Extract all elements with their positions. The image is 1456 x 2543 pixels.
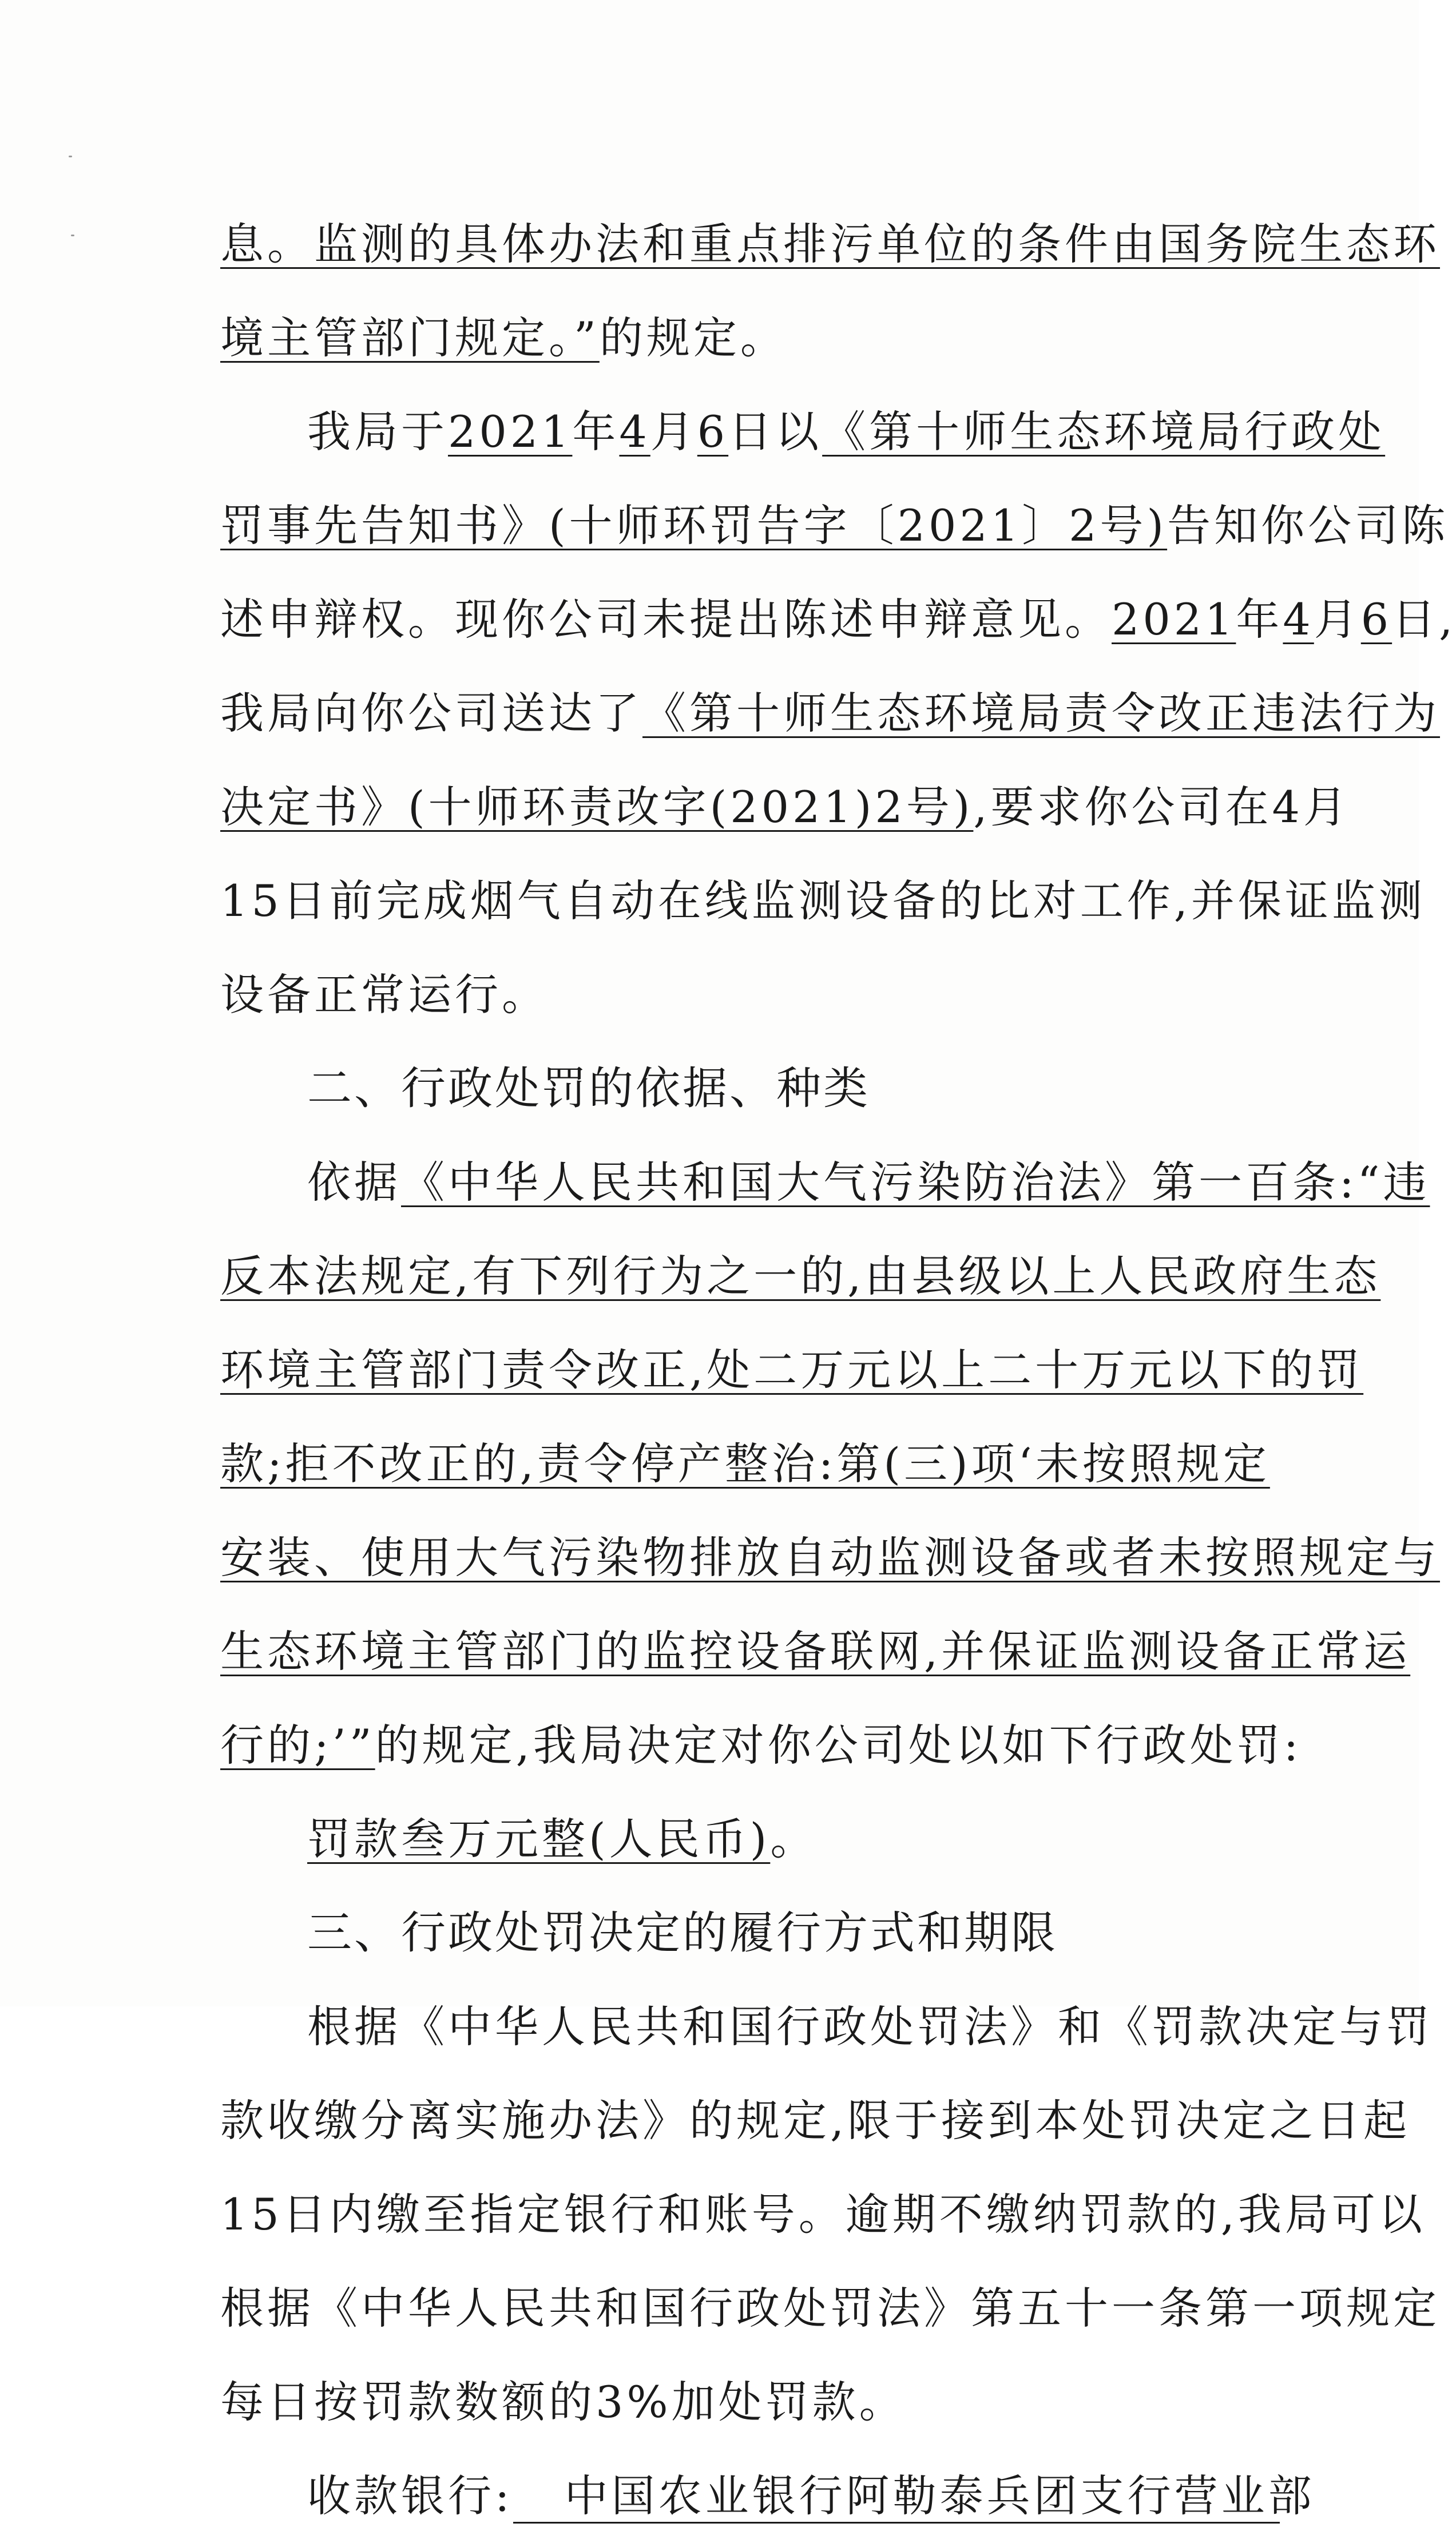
text-line (220, 1511, 1440, 1605)
document-body (220, 197, 1456, 2543)
text-segment: 月 (650, 406, 697, 457)
scan-speck (69, 156, 72, 157)
text-segment: 根据《中华人民共和国行政处罚法》和《罚款决定与罚 (307, 2001, 1433, 2052)
text-line (220, 1980, 1433, 2074)
text-line (220, 1605, 1411, 1699)
text-segment: 每日按罚款数额的3%加处罚款。 (220, 2377, 906, 2427)
text-line (220, 1699, 1302, 1792)
text-line (220, 291, 1204, 385)
underlined-text: 6 (697, 406, 729, 457)
text-segment: 的规定。 (599, 312, 787, 363)
text-segment: 的规定,我局决定对你公司处以如下行政处罚: (375, 1720, 1302, 1771)
text-segment: 款收缴分离实施办法》的规定,限于接到本处罚决定之日起 (220, 2095, 1411, 2146)
text-line (220, 2355, 1204, 2449)
underlined-text: 6 (1360, 594, 1392, 645)
section-heading (220, 1042, 1204, 1136)
text-segment: 15日内缴至指定银行和账号。逾期不缴纳罚款的,我局可以 (220, 2189, 1426, 2240)
text-line (220, 2262, 1440, 2355)
text-segment: ,要求你公司在4月 (973, 781, 1350, 832)
section-heading (220, 1886, 1204, 1980)
underlined-text: 罚事先告知书》(十师环罚告字〔2021〕2号) (220, 500, 1168, 551)
text-segment: 。 (770, 1814, 818, 1864)
text-line (220, 197, 1440, 291)
underlined-text: 行的;’” (220, 1720, 375, 1771)
underlined-text: 决定书》(十师环责改字(2021)2号) (220, 781, 974, 832)
text-line (220, 1229, 1381, 1323)
text-segment: 我局于 (307, 406, 448, 457)
underlined-text: 4 (619, 406, 650, 457)
underlined-text: 生态环境主管部门的监控设备联网,并保证监测设备正常运 (220, 1626, 1411, 1677)
text-segment: 年 (1236, 594, 1283, 645)
text-segment: 述申辩权。现你公司未提出陈述申辩意见。 (220, 594, 1112, 645)
text-line (220, 1323, 1364, 1417)
text-lines (220, 197, 1456, 2449)
underlined-text: 环境主管部门责令改正,处二万元以上二十万元以下的罚 (220, 1344, 1364, 1395)
underlined-text: 2021 (1112, 594, 1236, 645)
text-segment: 日以 (728, 406, 823, 457)
underlined-text: 《第十师生态环境局行政处 (822, 406, 1386, 457)
underlined-text: 反本法规定,有下列行为之一的,由县级以上人民政府生态 (220, 1251, 1381, 1302)
text-segment: 年 (572, 406, 620, 457)
scan-speck (71, 235, 74, 236)
text-line (220, 1417, 1270, 1511)
text-segment: 日, (1392, 594, 1456, 645)
text-line (220, 2168, 1426, 2262)
text-segment: 依据 (307, 1157, 401, 1208)
underlined-text: 罚款叁万元整(人民币) (307, 1814, 771, 1864)
text-line (220, 1792, 1204, 1886)
text-segment: 二、行政处罚的依据、种类 (307, 1063, 871, 1114)
text-line (220, 667, 1440, 760)
underlined-text: 《第十师生态环境局责令改正违法行为 (642, 688, 1440, 739)
bank-name: 中国农业银行阿勒泰兵团支行营业部 (513, 2470, 1280, 2524)
text-line (220, 948, 1204, 1042)
underlined-text: 境主管部门规定。” (220, 312, 600, 363)
text-line (220, 385, 1386, 479)
text-line (220, 2074, 1411, 2168)
text-line (220, 854, 1426, 948)
text-segment: 根据《中华人民共和国行政处罚法》第五十一条第一项规定 (220, 2283, 1440, 2334)
text-segment: 我局向你公司送达了 (220, 688, 642, 739)
text-segment: 15日前完成烟气自动在线监测设备的比对工作,并保证监测 (220, 875, 1426, 926)
text-segment: 月 (1314, 594, 1361, 645)
text-line (220, 1136, 1430, 1229)
underlined-text: 《中华人民共和国大气污染防治法》第一百条:“违 (401, 1157, 1430, 1208)
text-line (220, 573, 1456, 667)
underlined-text: 4 (1283, 594, 1314, 645)
bank-label: 收款银行: (307, 2470, 513, 2521)
text-segment: 告知你公司陈 (1167, 500, 1449, 551)
text-line (220, 479, 1449, 573)
underlined-text: 款;拒不改正的,责令停产整治:第(三)项‘未按照规定 (220, 1438, 1270, 1489)
text-line (220, 760, 1350, 854)
underlined-text: 息。监测的具体办法和重点排污单位的条件由国务院生态环 (220, 219, 1440, 269)
text-segment: 三、行政处罚决定的履行方式和期限 (307, 1907, 1058, 1959)
text-segment: 设备正常运行。 (220, 969, 549, 1020)
underlined-text: 安装、使用大气污染物排放自动监测设备或者未按照规定与 (220, 1532, 1440, 1583)
underlined-text: 2021 (448, 406, 573, 457)
bank-line (220, 2449, 1315, 2543)
